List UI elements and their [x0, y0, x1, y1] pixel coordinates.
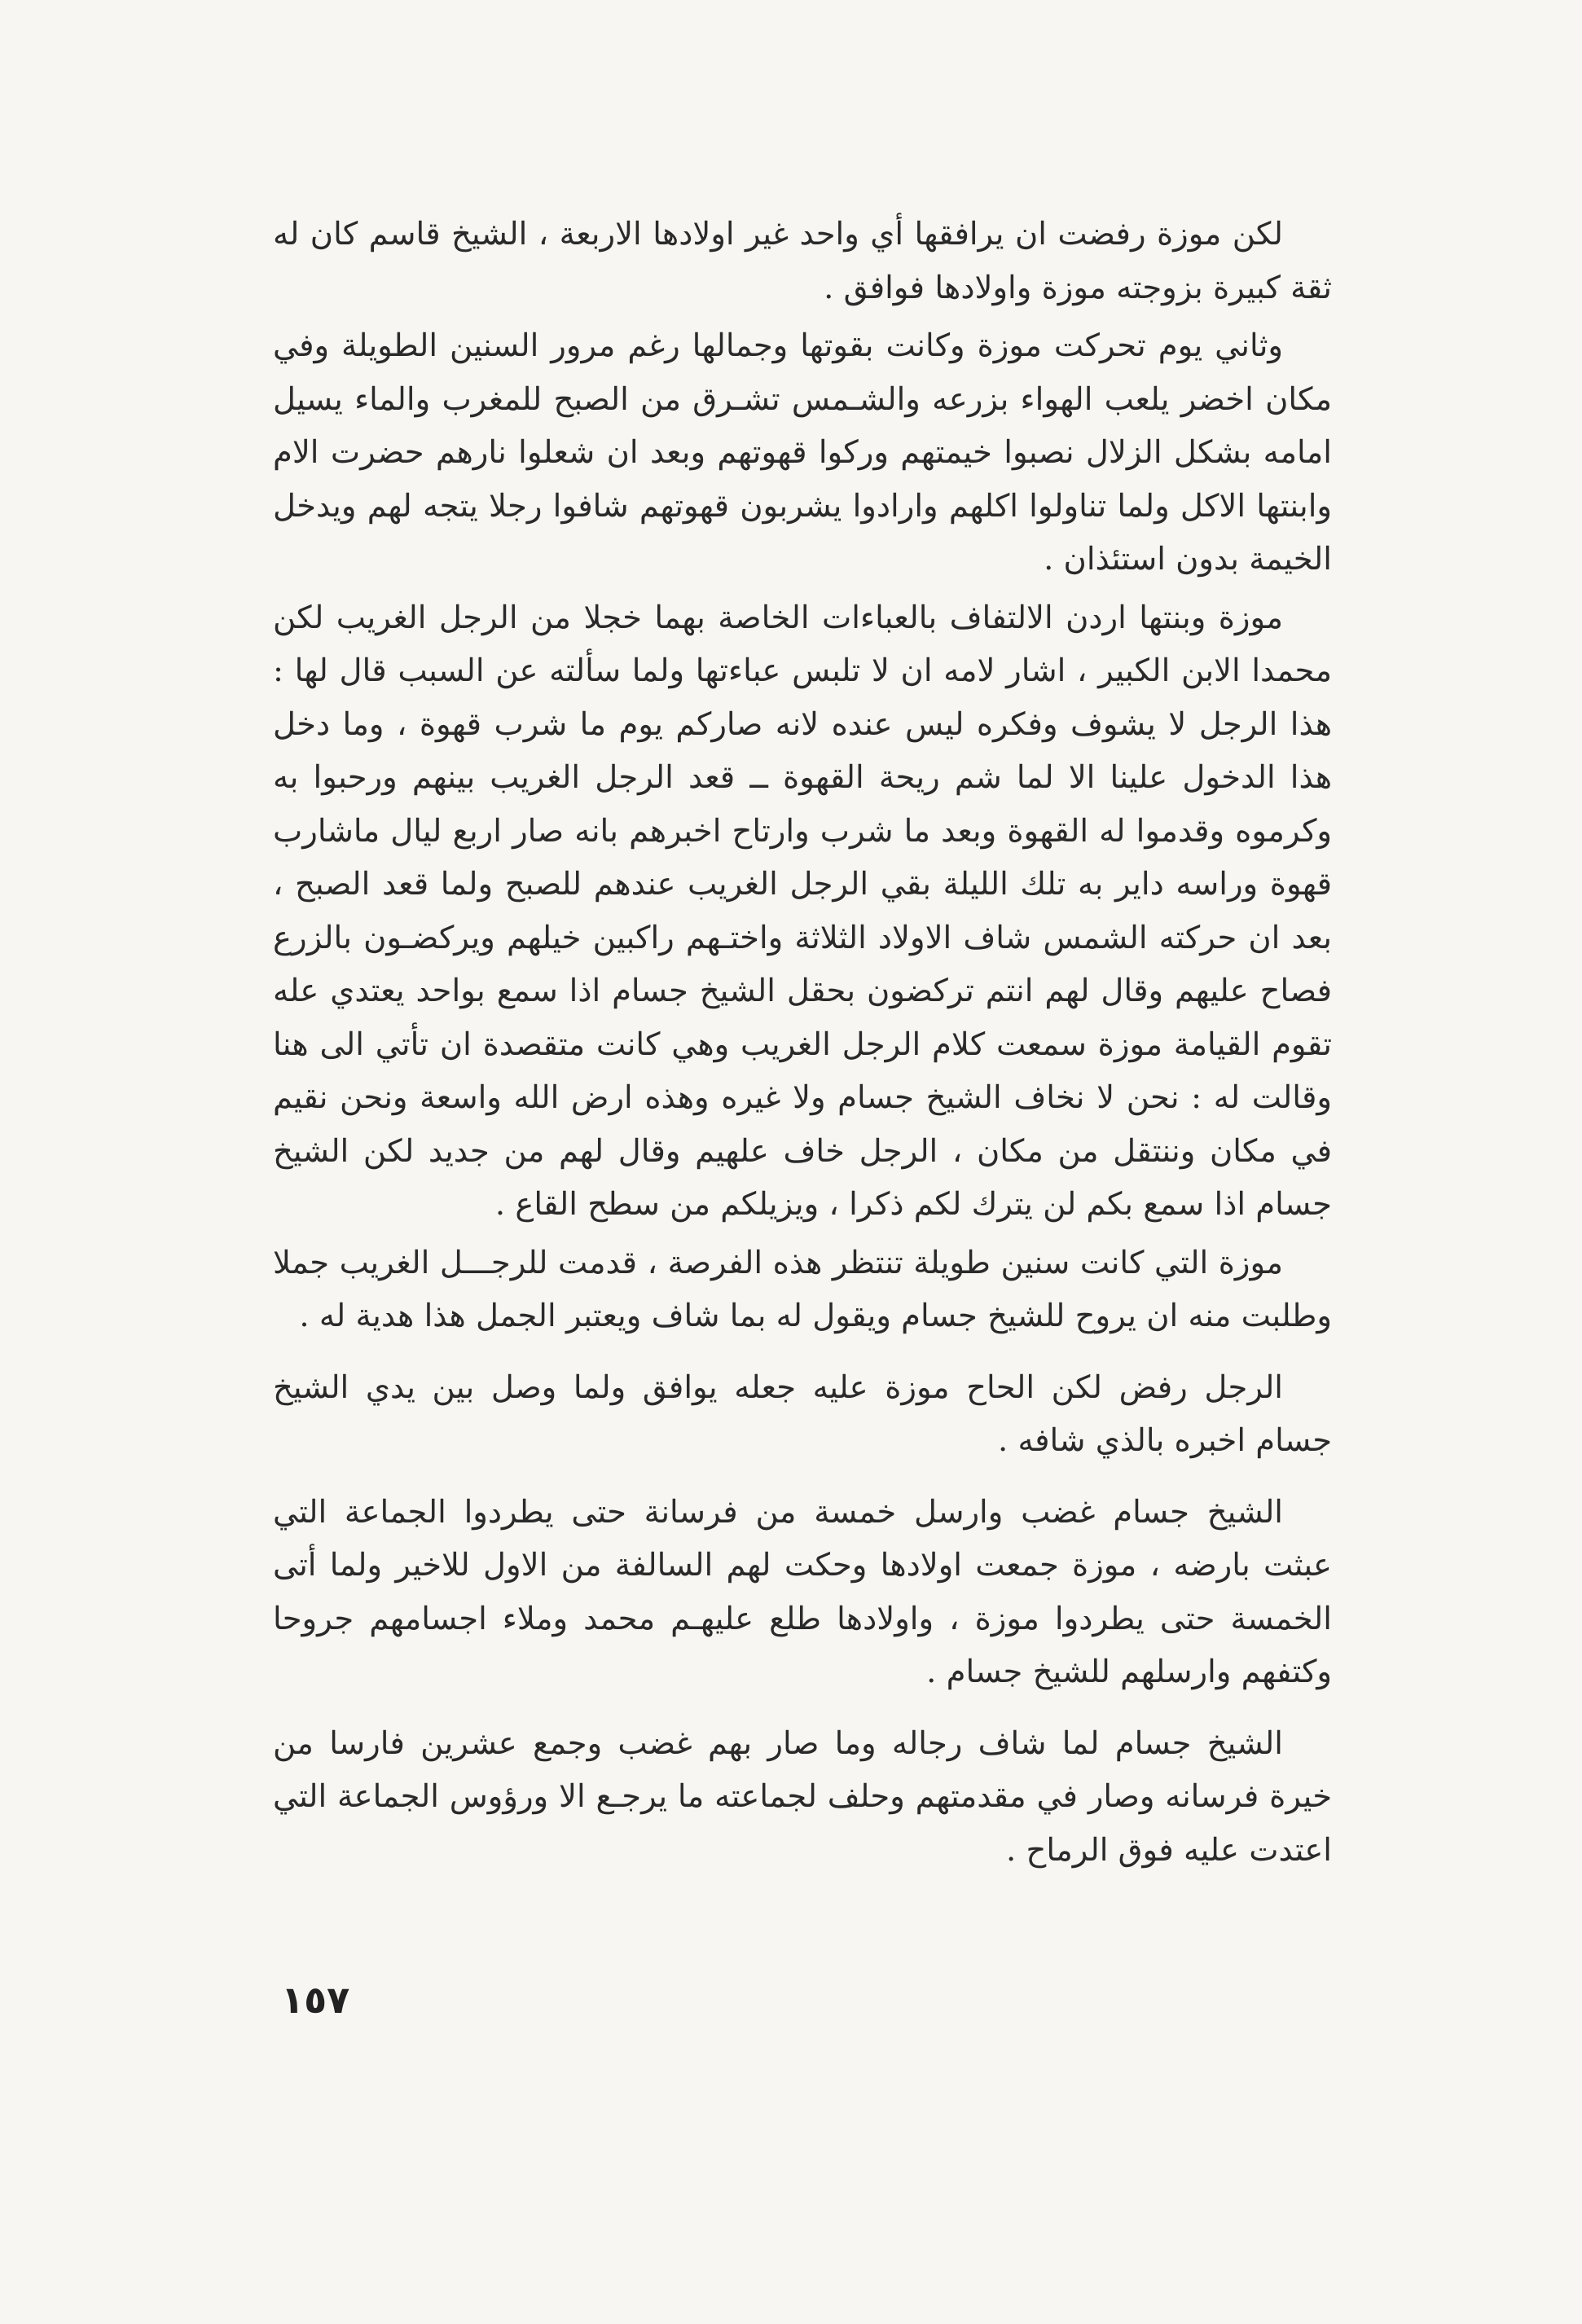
paragraph-4: موزة التي كانت سنين طويلة تنتظر هذه الفرصة ، قدمت للرجـــل الغريب جملا وطلبت منه ان يروح للشيخ جسام ويقول له بما شاف ويعتبر الجمل هذا هدية له .: [273, 1244, 1332, 1334]
body-text: [273, 208, 1332, 1877]
page-number: ١٥٧: [281, 1978, 350, 2022]
paragraph-5: الرجل رفض لكن الحاح موزة عليه جعله يوافق ولما وصل بين يدي الشيخ جسام اخبره بالذي شافه .: [273, 1368, 1332, 1459]
paragraph-3: موزة وبنتها اردن الالتفاف بالعباءات الخاصة بهما خجلا من الرجل الغريب لكن محمدا الابن الكبير ، اشار لامه ان لا تلبس عباءتها ولما سألته عن السبب قال لها : هذا الرجل لا يشوف وفكره ليس عنده لانه صاركم يوم ما شرب قهوة ، وما دخل هذا الدخول علينا الا لما شم ريحة القهوة ــ قعد الرجل الغريب بينهم ورحبوا به وكرموه وقدموا له القهوة وبعد ما شرب وارتاح اخبرهم بانه صار اربع ليال ماشارب قهوة وراسه داير به تلك الليلة بقي الرجل الغريب عندهم للصبح ولما قعد الصبح ، بعد ان حركته الشمس شاف الاولاد الثلاثة واختـهم راكبين خيلهم ويركضـون بالزرع فصاح عليهم وقال لهم انتم تركضون بحقل الشيخ جسام اذا سمع بواحد يعتدي عله تقوم القيامة موزة سمعت كلام الرجل الغريب وهي كانت متقصدة ان تأتي الى هنا وقالت له : نحن لا نخاف الشيخ جسام ولا غيره وهذه ارض الله واسعة ونحن نقيم في مكان وننتقل من مكان ، الرجل خاف علهيم وقال لهم من جديد لكن الشيخ جسام اذا سمع بكم لن يترك لكم ذكرا ، ويزيلكم من سطح القاع .: [273, 599, 1332, 1223]
paragraph-1: لكن موزة رفضت ان يرافقها أي واحد غير اولادها الاربعة ، الشيخ قاسم كان له ثقة كبيرة بزوجته موزة واولادها فوافق .: [273, 216, 1332, 306]
paragraph-2: وثاني يوم تحركت موزة وكانت بقوتها وجمالها رغم مرور السنين الطويلة وفي مكان اخضر يلعب الهواء بزرعه والشـمس تشـرق من الصبح للمغرب والماء يسيل امامه بشكل الزلال نصبوا خيمتهم وركوا قهوتهم وبعد ان شعلوا نارهم حضرت الام وابنتها الاكل ولما تناولوا اكلهم وارادوا يشربون قهوتهم شافوا رجلا يتجه لهم ويدخل الخيمة بدون استئذان .: [273, 327, 1332, 578]
paragraph-7: الشيخ جسام لما شاف رجاله وما صار بهم غضب وجمع عشرين فارسا من خيرة فرسانه وصار في مقدمتهم وحلف لجماعته ما يرجـع الا ورؤوس الجماعة التي اعتدت عليه فوق الرماح .: [273, 1724, 1332, 1869]
paragraph-6: الشيخ جسام غضب وارسل خمسة من فرسانة حتى يطردوا الجماعة التي عبثت بارضه ، موزة جمعت اولادها وحكت لهم السالفة من الاول للاخير ولما أتى الخمسة حتى يطردوا موزة ، واولادها طلع عليهـم محمد وملاء اجسامهم جروحا وكتفهم وارسلهم للشيخ جسام .: [273, 1493, 1332, 1690]
